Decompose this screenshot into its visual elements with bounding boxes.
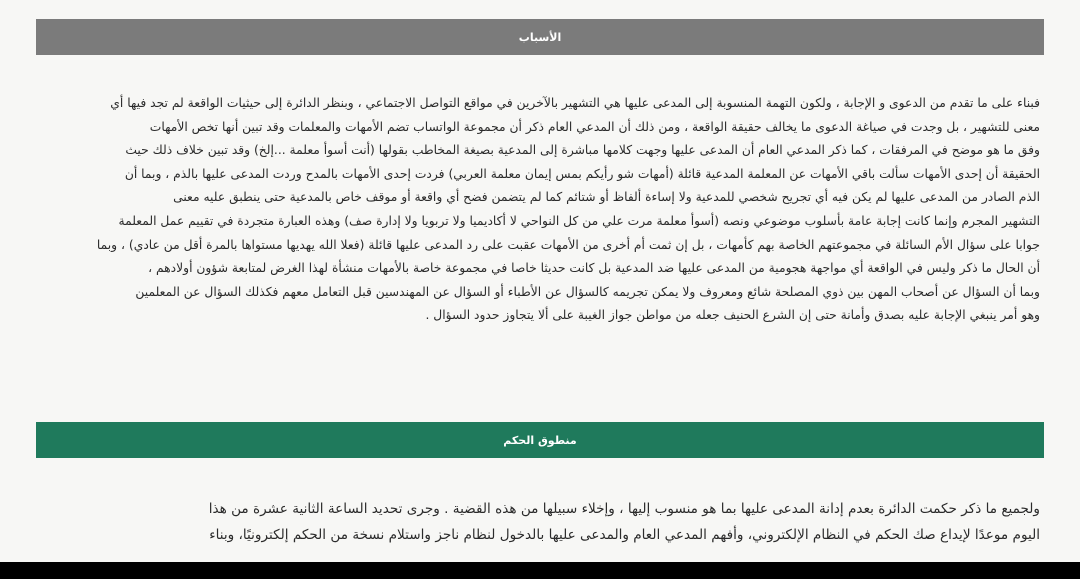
text-line: اليوم موعدًا لإيداع صك الحكم في النظام الإلكتروني، وأفهم المدعي العام والمدعى عليها بالدخول لنظام ناجز واستلام نسخة من الحكم إلكترونيًا، وبناء: [209, 527, 1040, 543]
text-line: وفق ما هو موضح في المرفقات ، كما ذكر المدعي العام أن المدعى عليها وجهت كلامها مباشرة إلى المدعية بصيغة المخاطب بقولها (أنت أسوأ معلمة ...إلخ) وقد تبين خلاف ذلك حيث: [125, 143, 1040, 158]
text-line: معنى للتشهير ، بل وجدت في صياغة الدعوى ما يخالف حقيقة الواقعة ، ومن ذلك أن المدعي العام ذكر أن مجموعة الواتساب تضم الأمهات والمعلمات وقد تبين أنها تخص الأمهات: [149, 119, 1040, 134]
bottom-black-strip: [0, 562, 1080, 579]
text-line: وهو أمر ينبغي الإجابة عليه بصدق وأمانة حتى إن الشرع الحنيف جعله من مواطن جواز الغيبة على ألا يتجاوز حدود السؤال .: [425, 308, 1040, 323]
text-line: الحقيقة أن إحدى الأمهات سألت باقي الأمهات عن المعلمة المدعية قائلة (أمهات شو رأيكم بمس إيمان معلمة العربي) فردت إحدى الأمهات بالمدح وردت المدعى عليها بالذم ، وبما أن: [124, 166, 1040, 181]
section-header-causes: [36, 19, 1044, 55]
text-line: فبناء على ما تقدم من الدعوى و الإجابة ، ولكون التهمة المنسوبة إلى المدعى عليها هي التشهير بالآخرين في مواقع التواصل الاجتماعي ، وبنظر الدائرة إلى حيثيات الواقعة لم تجد فيها أي: [110, 96, 1040, 110]
section-title-causes: الأسباب: [518, 30, 562, 44]
section-header-ruling: [36, 422, 1044, 458]
text-line: جوابا على سؤال الأم السائلة في مجموعتهم الخاصة بهم كأمهات ، بل إن ثمت أم أخرى من الأمهات عقبت على رد المدعى عليها قائلة (فعلا الله يهديها مستواها بالمرة أقل من عادي) ، وبما: [96, 237, 1040, 252]
text-line: وبما أن السؤال عن أصحاب المهن بين ذوي المصلحة شائع ومعروف ولا يمكن تجريمه كالسؤال عن الأطباء أو السؤال عن المهندسين قبل التعامل معهم فكذلك السؤال عن المعلمين: [135, 284, 1040, 299]
causes-paragraph: [40, 92, 1040, 328]
ruling-paragraph: [40, 496, 1040, 548]
text-line: ولجميع ما ذكر حكمت الدائرة بعدم إدانة المدعى عليها بما هو منسوب إليها ، وإخلاء سبيلها من هذه القضية . وجرى تحديد الساعة الثانية عشرة من هذا: [208, 501, 1040, 517]
text-line: التشهير المجرم وإنما كانت إجابة عامة بأسلوب موضوعي ونصه (أسوأ معلمة مرت علي من كل النواحي لا أكاديميا ولا تربويا ولا إدارة صف) وهذه العبارة متجردة في تقييم عمل المعلمة: [118, 213, 1040, 228]
text-line: الذم الصادر من المدعى عليها لم يكن فيه أي تجريح شخصي للمدعية ولا إساءة ألفاظ أو شتائم كما لم يتضمن فضح أي واقعة أو موقف خاص بالمدعية حتى ينطبق عليه معنى: [173, 190, 1040, 205]
text-line: أن الحال ما ذكر وليس في الواقعة أي مواجهة هجومية من المدعى عليها ضد المدعية بل كانت حديثا خاصا في مجموعة خاصة بالأمهات منشأة لهذا الغرض لمتابعة شؤون أولادهم ،: [148, 261, 1040, 276]
section-title-ruling: منطوق الحكم: [503, 433, 577, 447]
